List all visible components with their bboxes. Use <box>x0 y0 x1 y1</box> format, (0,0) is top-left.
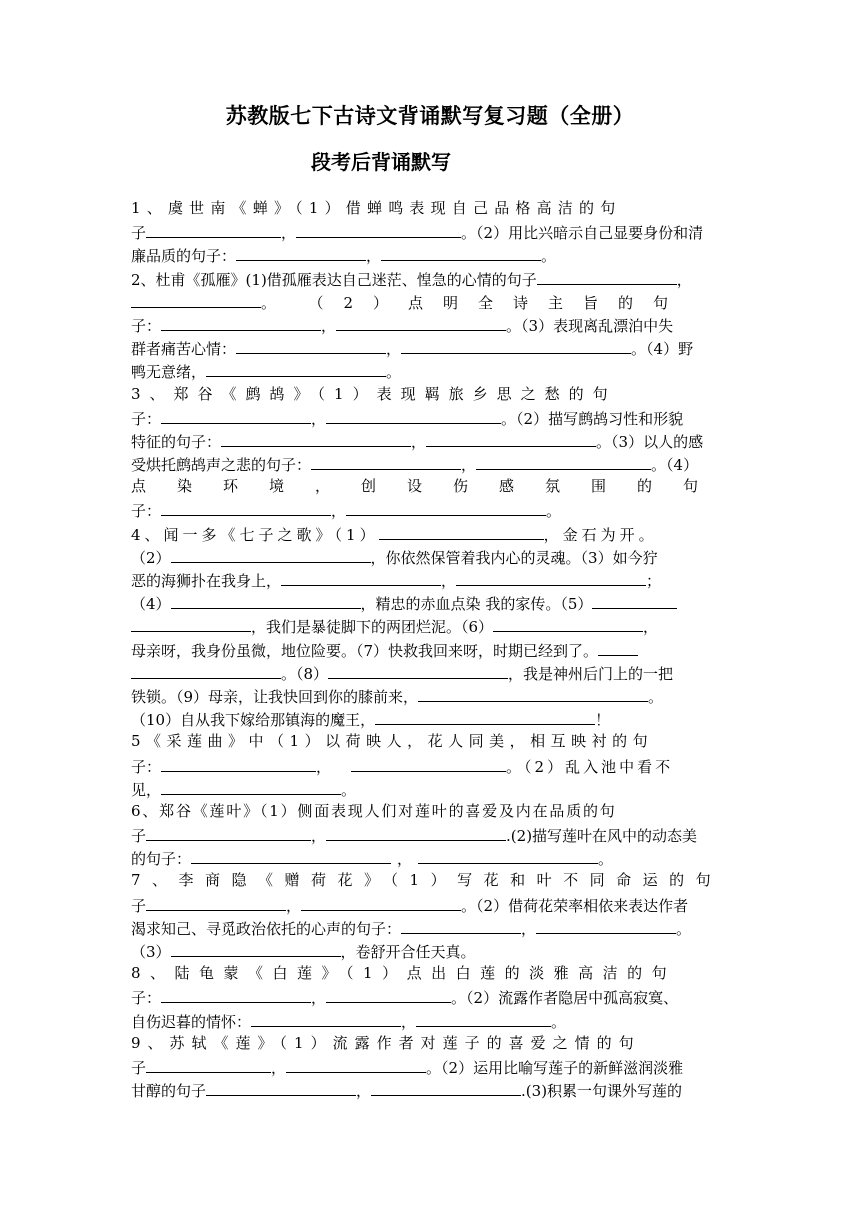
q9-line-3 <box>131 1078 731 1101</box>
question-body <box>131 197 731 1101</box>
q5-prompt: 5《采莲曲》中（1）以荷映人，花人同美，相互映衬的句 <box>131 732 654 751</box>
q4-line-4 <box>131 591 731 614</box>
q2-text: （2）点明全诗主旨的句 <box>316 293 689 312</box>
q3-text: 点染环境，创设伤感氛围的句 <box>131 477 730 496</box>
q8-text: 。（2）流露作者隐居中孤高寂寞、 <box>451 989 679 1008</box>
q9-line-2 <box>131 1055 731 1078</box>
q3-text: 。（4） <box>651 456 699 475</box>
answer-blank[interactable] <box>301 893 461 911</box>
q5-line-1 <box>131 730 731 753</box>
q3-text: 。（3）以人的感 <box>596 432 704 451</box>
q1-text: 。 <box>541 247 557 266</box>
q2-text: 。（3）表现离乱漂泊中失 <box>506 316 674 335</box>
q2-text: 子： <box>131 316 162 335</box>
q1-text: 子 <box>131 224 147 243</box>
answer-blank[interactable] <box>311 452 461 470</box>
q1-line-3 <box>131 243 731 266</box>
q9-prompt: 9、苏轼《莲》（1）流露作者对莲子的喜爱之情的句 <box>131 1033 641 1052</box>
q2-text: 群者痛苦心情： <box>131 340 237 359</box>
q4-text: ，我是神州后门上的一把 <box>508 664 674 683</box>
answer-blank[interactable] <box>401 916 521 934</box>
q7-text: ， <box>286 896 302 915</box>
q4-text: ，金石为开。 <box>543 525 658 544</box>
q1-text: ， <box>366 247 382 266</box>
q2-line-2 <box>131 290 731 313</box>
q3-text: ， <box>461 456 477 475</box>
q4-text: （4） <box>131 595 171 614</box>
q6-text: ， <box>311 827 327 846</box>
q4-line-6 <box>131 638 731 661</box>
q4-line-7 <box>131 661 731 684</box>
answer-blank[interactable] <box>598 638 638 656</box>
q2-line-4 <box>131 336 731 359</box>
q3-text: 子： <box>131 502 162 521</box>
answer-blank[interactable] <box>281 568 441 586</box>
q6-line-2 <box>131 823 731 846</box>
q2-line-5 <box>131 359 731 382</box>
q8-text: ， <box>401 1012 417 1031</box>
q4-text: （10）自从我下嫁给那镇海的魔王， <box>131 711 376 730</box>
q7-prompt: 7、李商隐《赠荷花》（1）写花和叶不同命运的句 <box>131 871 723 890</box>
answer-blank[interactable] <box>171 939 341 957</box>
q1-prompt: 1、虞世南《蝉》（1）借蝉鸣表现自己品格高洁的句 <box>131 199 622 217</box>
answer-blank[interactable] <box>592 591 677 609</box>
q2-prompt: 2、杜甫《孤雁》(1)借孤雁表达自己迷茫、惶急的心情的句子 <box>131 270 537 289</box>
q4-line-1 <box>131 522 731 545</box>
page-title: 苏教版七下古诗文背诵默写复习题（全册） <box>225 104 635 128</box>
q9-text: 子 <box>131 1058 147 1077</box>
q3-line-3 <box>131 429 731 452</box>
answer-blank[interactable] <box>161 406 311 424</box>
q3-text: 子： <box>131 409 162 428</box>
q5-text: 。（2）乱入池中看不 <box>506 757 674 776</box>
answer-blank[interactable] <box>171 545 371 563</box>
answer-blank[interactable] <box>456 568 646 586</box>
q3-line-1 <box>131 383 731 406</box>
answer-blank[interactable] <box>328 661 508 679</box>
q7-line-3 <box>131 916 731 939</box>
q9-line-1 <box>131 1032 731 1055</box>
q9-text: ， <box>271 1058 287 1077</box>
q8-line-1 <box>131 962 731 985</box>
answer-blank[interactable] <box>161 985 311 1003</box>
q6-text: .(2)描写莲叶在风中的动态美 <box>506 827 698 846</box>
answer-blank[interactable] <box>346 498 546 516</box>
q3-text: 特征的句子： <box>131 432 222 451</box>
q6-text: 的句子： <box>131 850 192 869</box>
answer-blank[interactable] <box>537 267 677 285</box>
q6-line-3 <box>131 846 731 869</box>
q8-text: 子： <box>131 989 162 1008</box>
q5-line-3 <box>131 777 731 800</box>
q4-text: ， <box>643 618 659 637</box>
answer-blank[interactable] <box>131 290 261 308</box>
q3-text: 。 <box>546 502 562 521</box>
q2-text: ， <box>676 270 692 289</box>
q4-text: 恶的海狮扑在我身上， <box>131 572 282 590</box>
answer-blank[interactable] <box>161 498 331 516</box>
q7-line-4 <box>131 939 731 962</box>
q4-line-5 <box>131 614 731 637</box>
q4-text: 。 <box>648 687 664 706</box>
q4-text: 。（8） <box>281 664 329 683</box>
q4-text: ，我们是暴徒脚下的两团烂泥。（6） <box>251 618 494 637</box>
q3-line-6 <box>131 498 731 521</box>
answer-blank[interactable] <box>336 313 506 331</box>
answer-blank[interactable] <box>161 313 321 331</box>
answer-blank[interactable] <box>146 1055 271 1073</box>
q4-text: ，你依然保管着我内心的灵魂。（3）如今狞 <box>370 548 658 567</box>
answer-blank[interactable] <box>161 777 341 795</box>
q7-text: ， <box>521 919 537 938</box>
q5-text: ， <box>316 757 332 776</box>
q8-text: 自伤迟暮的情怀： <box>131 1012 252 1031</box>
q5-text: 见， <box>131 780 162 799</box>
q3-text: ， <box>331 502 347 521</box>
q4-line-2 <box>131 545 731 568</box>
q4-text: 铁锁。（9）母亲，让我快回到你的膝前来， <box>131 687 419 706</box>
answer-blank[interactable] <box>146 893 286 911</box>
answer-blank[interactable] <box>236 243 366 261</box>
q1-text: ， <box>281 224 297 243</box>
answer-blank[interactable] <box>418 684 648 702</box>
answer-blank[interactable] <box>371 1078 521 1096</box>
q4-text: 母亲呀，我身份虽微，地位险要。（7）快救我回来呀，时期已经到了。 <box>131 641 599 660</box>
answer-blank[interactable] <box>206 1078 356 1096</box>
q1-text: 廉品质的句子： <box>131 247 237 266</box>
answer-blank[interactable] <box>251 1009 401 1027</box>
answer-blank[interactable] <box>426 429 596 447</box>
answer-blank[interactable] <box>379 522 544 540</box>
q9-text: 甘醇的句子 <box>131 1082 207 1101</box>
q9-text: 。（2）运用比喻写莲子的新鲜滋润淡雅 <box>426 1058 684 1077</box>
q3-line-4 <box>131 452 731 475</box>
answer-blank[interactable] <box>326 823 506 841</box>
q7-text: 渴求知己、寻觅政治依托的心声的句子： <box>131 919 402 938</box>
q7-text: ，卷舒开合任天真。 <box>340 943 476 961</box>
q2-text: ， <box>321 316 337 335</box>
q2-text: 。 <box>386 363 402 382</box>
q8-line-2 <box>131 985 731 1008</box>
answer-blank[interactable] <box>418 846 598 864</box>
q8-text: 。 <box>551 1012 567 1031</box>
q5-text: 。 <box>341 780 357 799</box>
answer-blank[interactable] <box>131 614 251 632</box>
q4-prompt: 4、闻一多《七子之歌》（1） <box>131 525 379 544</box>
q3-line-5 <box>131 475 731 498</box>
q8-text: ， <box>311 989 327 1008</box>
q6-line-1 <box>131 800 731 823</box>
q1-line-1 <box>131 197 731 220</box>
q5-text: 子： <box>131 757 162 776</box>
q7-line-2 <box>131 893 731 916</box>
q8-line-3 <box>131 1009 731 1032</box>
answer-blank[interactable] <box>476 452 651 470</box>
q8-prompt: 8、陆龟蒙《白莲》（1）点出白莲的淡雅高洁的句 <box>131 964 677 983</box>
answer-blank[interactable] <box>171 591 361 609</box>
answer-blank[interactable] <box>221 429 411 447</box>
q4-text: ，精忠的赤血点染 我的家传。（5） <box>360 595 593 614</box>
answer-blank[interactable] <box>131 661 281 679</box>
answer-blank[interactable] <box>161 754 316 772</box>
q2-text: ， <box>386 340 402 359</box>
answer-blank[interactable] <box>191 846 391 864</box>
q3-prompt: 3、郑谷《鹧鸪》（1）表现羁旅乡思之愁的句 <box>131 384 617 403</box>
q6-text: ， <box>397 850 413 869</box>
q2-line-1 <box>131 267 731 290</box>
q2-text: 。 <box>261 293 277 312</box>
q2-line-3 <box>131 313 731 336</box>
q4-text: （2） <box>131 548 171 567</box>
q3-line-2 <box>131 406 731 429</box>
answer-blank[interactable] <box>146 823 311 841</box>
answer-blank[interactable] <box>351 754 506 772</box>
q2-text: 鸭无意绪， <box>131 363 207 382</box>
q2-text: 。（4）野 <box>631 340 694 359</box>
page-subtitle: 段考后背诵默写 <box>311 150 451 174</box>
q3-text: 。（2）描写鹧鸪习性和形貌 <box>501 409 684 428</box>
q6-prompt: 6、郑谷《莲叶》（1）侧面表现人们对莲叶的喜爱及内在品质的句 <box>131 801 617 820</box>
q9-text: .(3)积累一句课外写莲的 <box>521 1082 683 1101</box>
answer-blank[interactable] <box>536 916 676 934</box>
q4-line-3 <box>131 568 731 591</box>
answer-blank[interactable] <box>493 614 643 632</box>
answer-blank[interactable] <box>286 1055 426 1073</box>
q9-text: ， <box>356 1082 372 1101</box>
answer-blank[interactable] <box>401 336 631 354</box>
answer-blank[interactable] <box>206 359 386 377</box>
q7-text: （3） <box>131 943 171 961</box>
answer-blank[interactable] <box>146 220 281 238</box>
q7-text: 。（2）借荷花荣率相依来表达作者 <box>461 896 689 915</box>
q3-text: ， <box>411 432 427 451</box>
q3-text: ， <box>311 409 327 428</box>
answer-blank[interactable] <box>326 406 501 424</box>
q4-text: ！ <box>595 711 611 730</box>
q1-line-2 <box>131 220 731 243</box>
answer-blank[interactable] <box>296 220 461 238</box>
q7-text: 。 <box>676 919 692 938</box>
answer-blank[interactable] <box>381 243 541 261</box>
q5-line-2 <box>131 754 731 777</box>
answer-blank[interactable] <box>375 707 595 725</box>
q4-text: ， <box>441 572 457 590</box>
q6-text: 子 <box>131 827 147 846</box>
answer-blank[interactable] <box>326 985 451 1003</box>
q4-line-9 <box>131 707 731 730</box>
q3-text: 受烘托鹧鸪声之悲的句子： <box>131 456 312 475</box>
q7-text: 子 <box>131 896 147 915</box>
answer-blank[interactable] <box>236 336 386 354</box>
q1-text: 。（2）用比兴暗示自己显要身份和清 <box>461 224 704 243</box>
q7-line-1 <box>131 869 731 892</box>
q6-text: 。 <box>598 850 614 869</box>
q4-text: ； <box>646 572 662 590</box>
answer-blank[interactable] <box>416 1009 551 1027</box>
q4-line-8 <box>131 684 731 707</box>
